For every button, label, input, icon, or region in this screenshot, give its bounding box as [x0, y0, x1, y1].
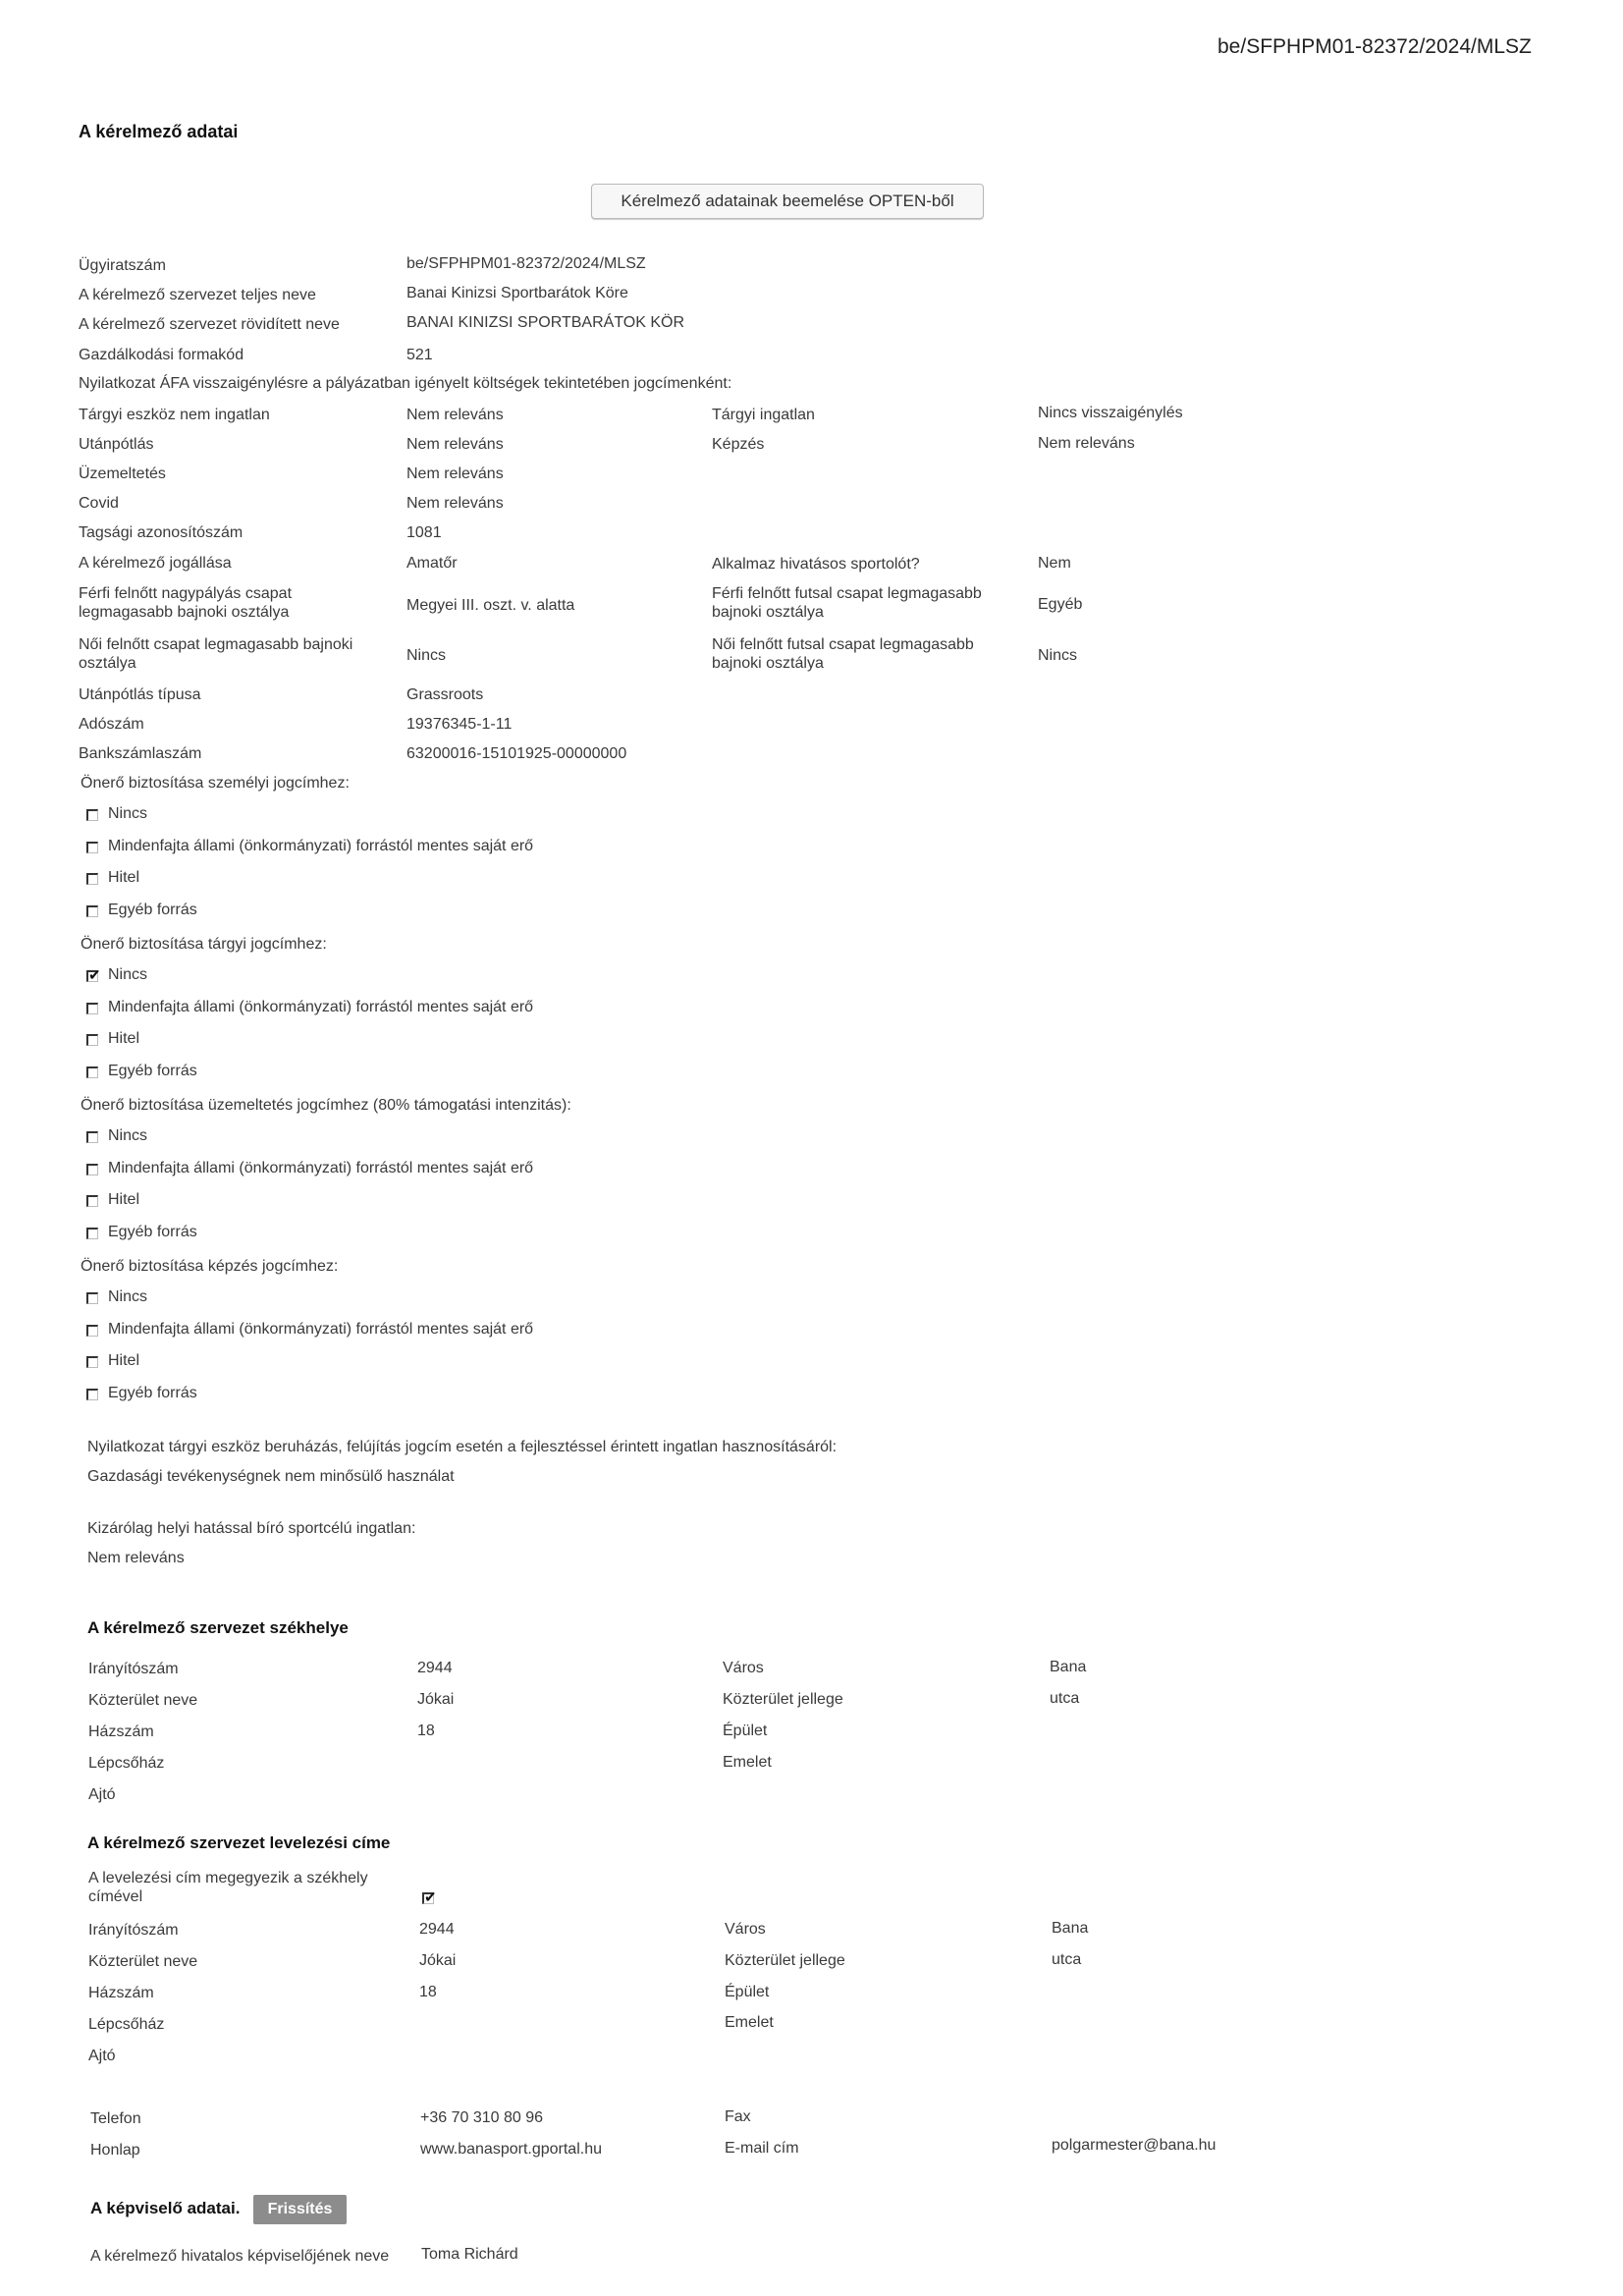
seat-number-label: Házszám — [88, 1723, 154, 1740]
web-value: www.banasport.gportal.hu — [420, 2141, 602, 2158]
own-funds-training-checkbox-own[interactable] — [86, 1325, 98, 1337]
men-league-label: Férfi felnőtt nagypályás csapat legmagasabb bajnoki osztálya — [79, 585, 293, 621]
own-funds-operation-checkbox-other[interactable] — [86, 1228, 98, 1239]
tax-number-value: 19376345-1-11 — [406, 716, 513, 733]
short-name-value: BANAI KINIZSI SPORTBARÁTOK KÖR — [406, 314, 685, 331]
own-funds-option-label: Mindenfajta állami (önkormányzati) forrástól mentes saját erő — [108, 1160, 534, 1176]
mail-number-label: Házszám — [88, 1985, 154, 2001]
seat-zip-label: Irányítószám — [88, 1661, 179, 1677]
section-heading-seat: A kérelmező szervezet székhelye — [87, 1618, 349, 1637]
seat-stair-label: Lépcsőház — [88, 1755, 165, 1772]
mail-city-value: Bana — [1052, 1920, 1089, 1937]
afa-training-value: Nem releváns — [1038, 435, 1135, 452]
mail-street-value: Jókai — [419, 1952, 457, 1969]
mail-city-label: Város — [725, 1921, 766, 1938]
refresh-button[interactable]: Frissítés — [253, 2195, 347, 2224]
seat-number-value: 18 — [417, 1722, 435, 1739]
membership-value: 1081 — [406, 524, 442, 541]
section-heading-representative: A képviselő adatai. — [90, 2199, 241, 2217]
seat-street-type-value: utca — [1050, 1690, 1080, 1707]
youth-type-label: Utánpótlás típusa — [79, 686, 201, 703]
document-id: be/SFPHPM01-82372/2024/MLSZ — [1217, 35, 1532, 58]
fax-label: Fax — [725, 2108, 751, 2125]
seat-floor-label: Emelet — [723, 1754, 772, 1771]
opten-import-button[interactable]: Kérelmező adatainak beemelése OPTEN-ből — [591, 184, 984, 219]
women-league-value: Nincs — [406, 647, 447, 664]
own-funds-operation-checkbox-loan[interactable] — [86, 1195, 98, 1207]
afa-youth-value: Nem releváns — [406, 436, 504, 453]
own-funds-training-checkbox-loan[interactable] — [86, 1356, 98, 1368]
bank-account-value: 63200016-15101925-00000000 — [406, 745, 627, 762]
own-funds-option-label: Egyéb forrás — [108, 1385, 197, 1401]
tax-number-label: Adószám — [79, 716, 144, 733]
own-funds-operation-title: Önerő biztosítása üzemeltetés jogcímhez (80% támogatási intenzitás): — [81, 1097, 571, 1114]
seat-street-value: Jókai — [417, 1691, 455, 1708]
own-funds-asset-checkbox-own[interactable] — [86, 1003, 98, 1014]
own-funds-personal-checkbox-own[interactable] — [86, 842, 98, 853]
form-code-value: 521 — [406, 347, 433, 363]
rep-name-label: A kérelmező hivatalos képviselőjének neve — [90, 2248, 390, 2265]
seat-door-label: Ajtó — [88, 1786, 116, 1803]
afa-operation-label: Üzemeltetés — [79, 465, 166, 482]
membership-label: Tagsági azonosítószám — [79, 524, 243, 541]
own-funds-option-label: Hitel — [108, 1030, 140, 1047]
legal-status-value: Amatőr — [406, 555, 458, 572]
afa-operation-value: Nem releváns — [406, 465, 504, 482]
own-funds-training-checkbox-none[interactable] — [86, 1292, 98, 1304]
own-funds-option-label: Mindenfajta állami (önkormányzati) forrástól mentes saját erő — [108, 838, 534, 854]
local-effect-value: Nem releváns — [87, 1550, 185, 1566]
afa-training-label: Képzés — [712, 436, 765, 453]
form-code-label: Gazdálkodási formakód — [79, 347, 244, 363]
legal-status-label: A kérelmező jogállása — [79, 555, 232, 572]
mail-same-checkbox[interactable] — [422, 1892, 434, 1904]
own-funds-operation-checkbox-none[interactable] — [86, 1131, 98, 1143]
own-funds-personal-checkbox-other[interactable] — [86, 905, 98, 917]
own-funds-option-label: Egyéb forrás — [108, 902, 197, 918]
section-heading-mail: A kérelmező szervezet levelezési címe — [87, 1833, 391, 1852]
seat-city-value: Bana — [1050, 1659, 1087, 1675]
rep-name-value: Toma Richárd — [421, 2246, 518, 2263]
afa-statement: Nyilatkozat ÁFA visszaigénylésre a pályázatban igényelt költségek tekintetében jogcímenként: — [79, 375, 732, 392]
phone-label: Telefon — [90, 2110, 141, 2127]
local-effect-statement: Kizárólag helyi hatással bíró sportcélú ingatlan: — [87, 1520, 416, 1537]
own-funds-operation-checkbox-own[interactable] — [86, 1164, 98, 1175]
own-funds-asset-title: Önerő biztosítása tárgyi jogcímhez: — [81, 936, 327, 953]
mail-zip-label: Irányítószám — [88, 1922, 179, 1939]
women-futsal-label: Női felnőtt futsal csapat legmagasabb bajnoki osztálya — [712, 636, 974, 672]
afa-covid-value: Nem releváns — [406, 495, 504, 512]
own-funds-personal-checkbox-loan[interactable] — [86, 873, 98, 885]
afa-youth-label: Utánpótlás — [79, 436, 154, 453]
afa-realestate-label: Tárgyi ingatlan — [712, 407, 815, 423]
men-futsal-value: Egyéb — [1038, 596, 1083, 613]
bank-account-label: Bankszámlaszám — [79, 745, 202, 762]
women-league-label: Női felnőtt csapat legmagasabb bajnoki osztálya — [79, 636, 353, 672]
afa-covid-label: Covid — [79, 495, 119, 512]
file-number-label: Ügyiratszám — [79, 257, 166, 274]
own-funds-training-title: Önerő biztosítása képzés jogcímhez: — [81, 1258, 339, 1275]
men-futsal-label: Férfi felnőtt futsal csapat legmagasabb bajnoki osztálya — [712, 585, 982, 621]
seat-street-type-label: Közterület jellege — [723, 1691, 843, 1708]
own-funds-training-checkbox-other[interactable] — [86, 1389, 98, 1400]
seat-building-label: Épület — [723, 1722, 768, 1739]
property-use-statement: Nyilatkozat tárgyi eszköz beruházás, felújítás jogcím esetén a fejlesztéssel érintett ingatlan hasznosításáról: — [87, 1439, 838, 1455]
afa-asset-value: Nem releváns — [406, 407, 504, 423]
email-label: E-mail cím — [725, 2140, 799, 2157]
section-heading-applicant: A kérelmező adatai — [79, 122, 239, 141]
own-funds-option-label: Nincs — [108, 966, 148, 983]
own-funds-asset-checkbox-other[interactable] — [86, 1066, 98, 1078]
mail-floor-label: Emelet — [725, 2014, 774, 2031]
own-funds-asset-checkbox-none[interactable] — [86, 970, 98, 982]
own-funds-personal-title: Önerő biztosítása személyi jogcímhez: — [81, 775, 350, 792]
email-value: polgarmester@bana.hu — [1052, 2137, 1217, 2154]
mail-door-label: Ajtó — [88, 2048, 116, 2064]
pro-athlete-label: Alkalmaz hivatásos sportolót? — [712, 556, 920, 573]
pro-athlete-value: Nem — [1038, 555, 1071, 572]
mail-street-label: Közterület neve — [88, 1953, 198, 1970]
full-name-label: A kérelmező szervezet teljes neve — [79, 287, 316, 303]
full-name-value: Banai Kinizsi Sportbarátok Köre — [406, 285, 628, 301]
own-funds-option-label: Hitel — [108, 1191, 140, 1208]
own-funds-option-label: Mindenfajta állami (önkormányzati) forrástól mentes saját erő — [108, 1321, 534, 1338]
mail-building-label: Épület — [725, 1984, 770, 2000]
own-funds-option-label: Egyéb forrás — [108, 1224, 197, 1240]
short-name-label: A kérelmező szervezet rövidített neve — [79, 316, 340, 333]
own-funds-option-label: Nincs — [108, 1127, 148, 1144]
mail-number-value: 18 — [419, 1984, 437, 2000]
afa-asset-label: Tárgyi eszköz nem ingatlan — [79, 407, 270, 423]
property-use-value: Gazdasági tevékenységnek nem minősülő használat — [87, 1468, 455, 1485]
mail-zip-value: 2944 — [419, 1921, 455, 1938]
own-funds-asset-checkbox-loan[interactable] — [86, 1034, 98, 1046]
afa-realestate-value: Nincs visszaigénylés — [1038, 405, 1183, 421]
mail-street-type-label: Közterület jellege — [725, 1952, 845, 1969]
seat-zip-value: 2944 — [417, 1660, 453, 1676]
own-funds-option-label: Nincs — [108, 805, 148, 822]
youth-type-value: Grassroots — [406, 686, 484, 703]
seat-street-label: Közterület neve — [88, 1692, 198, 1709]
own-funds-option-label: Egyéb forrás — [108, 1063, 197, 1079]
women-futsal-value: Nincs — [1038, 647, 1078, 664]
own-funds-option-label: Hitel — [108, 869, 140, 886]
file-number-value: be/SFPHPM01-82372/2024/MLSZ — [406, 255, 646, 272]
men-league-value: Megyei III. oszt. v. alatta — [406, 597, 575, 614]
mail-same-label: A levelezési cím megegyezik a székhely címével — [88, 1870, 368, 1905]
own-funds-option-label: Nincs — [108, 1288, 148, 1305]
web-label: Honlap — [90, 2142, 140, 2159]
own-funds-option-label: Mindenfajta állami (önkormányzati) forrástól mentes saját erő — [108, 999, 534, 1015]
mail-stair-label: Lépcsőház — [88, 2016, 165, 2033]
phone-value: +36 70 310 80 96 — [420, 2109, 544, 2126]
mail-street-type-value: utca — [1052, 1951, 1082, 1968]
own-funds-option-label: Hitel — [108, 1352, 140, 1369]
seat-city-label: Város — [723, 1660, 764, 1676]
own-funds-personal-checkbox-none[interactable] — [86, 809, 98, 821]
